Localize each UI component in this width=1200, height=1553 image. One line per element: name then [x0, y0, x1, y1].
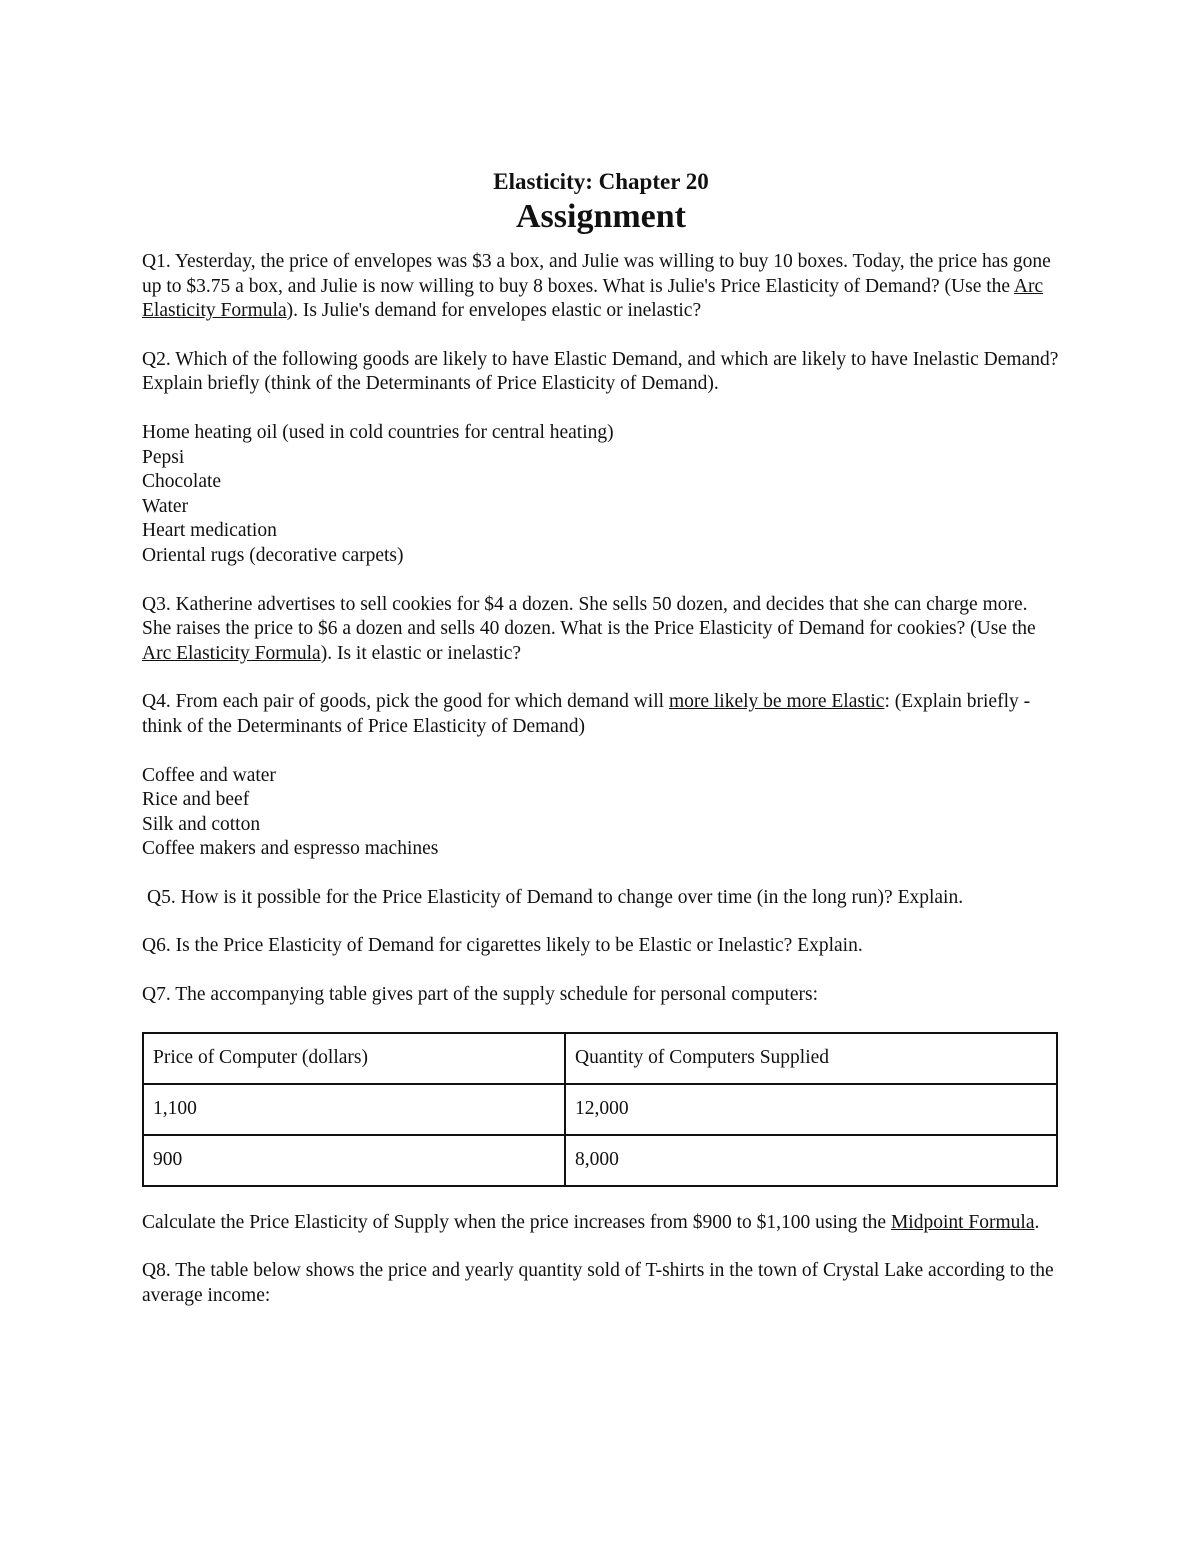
list-item: Silk and cotton — [142, 813, 261, 835]
question-1 — [142, 250, 1060, 324]
list-item: Pepsi — [142, 446, 185, 468]
q3-text-end: ). Is it elastic or inelastic? — [320, 642, 522, 664]
question-4 — [142, 690, 1060, 739]
table-header-cell: Quantity of Computers Supplied — [565, 1033, 1057, 1084]
table-row — [143, 1084, 1057, 1135]
list-item: Heart medication — [142, 520, 277, 542]
list-item: Oriental rugs (decorative carpets) — [142, 544, 404, 566]
table-cell: 8,000 — [565, 1135, 1057, 1186]
question-5: Q5. How is it possible for the Price Elasticity of Demand to change over time (in the long run)? Explain. — [147, 886, 964, 908]
list-item: Home heating oil (used in cold countries for central heating) — [142, 421, 614, 443]
q2-goods-list — [142, 421, 1060, 569]
document-page — [142, 168, 1060, 1332]
list-item: Chocolate — [142, 471, 222, 493]
q3-text: Q3. Katherine advertises to sell cookies for $4 a dozen. She sells 50 dozen, and decides that she can charge more. She raises the price to $6 a dozen and sells 40 dozen. What is the Price Elasticity of Demand for cookies? (Use the — [142, 593, 1036, 640]
list-item: Coffee and water — [142, 764, 276, 786]
q7-formula-link: Midpoint Formula — [890, 1211, 1035, 1233]
question-7: Q7. The accompanying table gives part of the supply schedule for personal computers: — [142, 984, 818, 1006]
table-cell: 900 — [143, 1135, 565, 1186]
q3-formula-link: Arc Elasticity Formula — [142, 642, 321, 664]
document-title: Elasticity: Chapter 20 — [493, 169, 709, 194]
q1-formula-link: Arc Elasticity Formula — [142, 275, 1044, 322]
question-6: Q6. Is the Price Elasticity of Demand for cigarettes likely to be Elastic or Inelastic? Explain. — [142, 935, 863, 957]
q4-pairs-list — [142, 764, 1060, 862]
q1-text-end: ). Is Julie's demand for envelopes elastic or inelastic? — [286, 300, 702, 322]
q7-followup-end: . — [1034, 1211, 1040, 1233]
list-item: Coffee makers and espresso machines — [142, 838, 439, 860]
supply-schedule-table — [142, 1032, 1058, 1187]
table-header-cell: Price of Computer (dollars) — [143, 1033, 565, 1084]
q1-text: Q1. Yesterday, the price of envelopes was $3 a box, and Julie was willing to buy 10 boxes. Today, the price has gone up to $3.75 a box, and Julie is now willing to buy 8 boxes. What is Julie's Price Elasticity of Demand? (Use the — [142, 251, 1051, 297]
document-subtitle: Assignment — [515, 198, 687, 235]
table-cell: 12,000 — [565, 1084, 1057, 1135]
question-2: Q2. Which of the following goods are likely to have Elastic Demand, and which are likely to have Inelastic Demand? Explain briefly (think of the Determinants of Price Elasticity of Demand). — [142, 348, 1059, 395]
question-8: Q8. The table below shows the price and yearly quantity sold of T-shirts in the town of Crystal Lake according to the average income: — [142, 1260, 1054, 1306]
list-item: Rice and beef — [142, 789, 250, 811]
q4-emphasis: more likely be more Elastic — [668, 691, 885, 713]
table-row — [143, 1135, 1057, 1186]
q4-text: Q4. From each pair of goods, pick the good for which demand will — [142, 691, 669, 713]
table-cell: 1,100 — [143, 1084, 565, 1135]
q7-followup-text: Calculate the Price Elasticity of Supply when the price increases from $900 to $1,100 using the — [142, 1211, 891, 1233]
q4-text-end: : (Explain briefly - think of the Determinants of Price Elasticity of Demand) — [142, 691, 1031, 737]
table-header-row — [143, 1033, 1057, 1084]
q7-followup — [142, 1211, 1060, 1236]
list-item: Water — [142, 495, 189, 517]
question-3 — [142, 593, 1060, 667]
